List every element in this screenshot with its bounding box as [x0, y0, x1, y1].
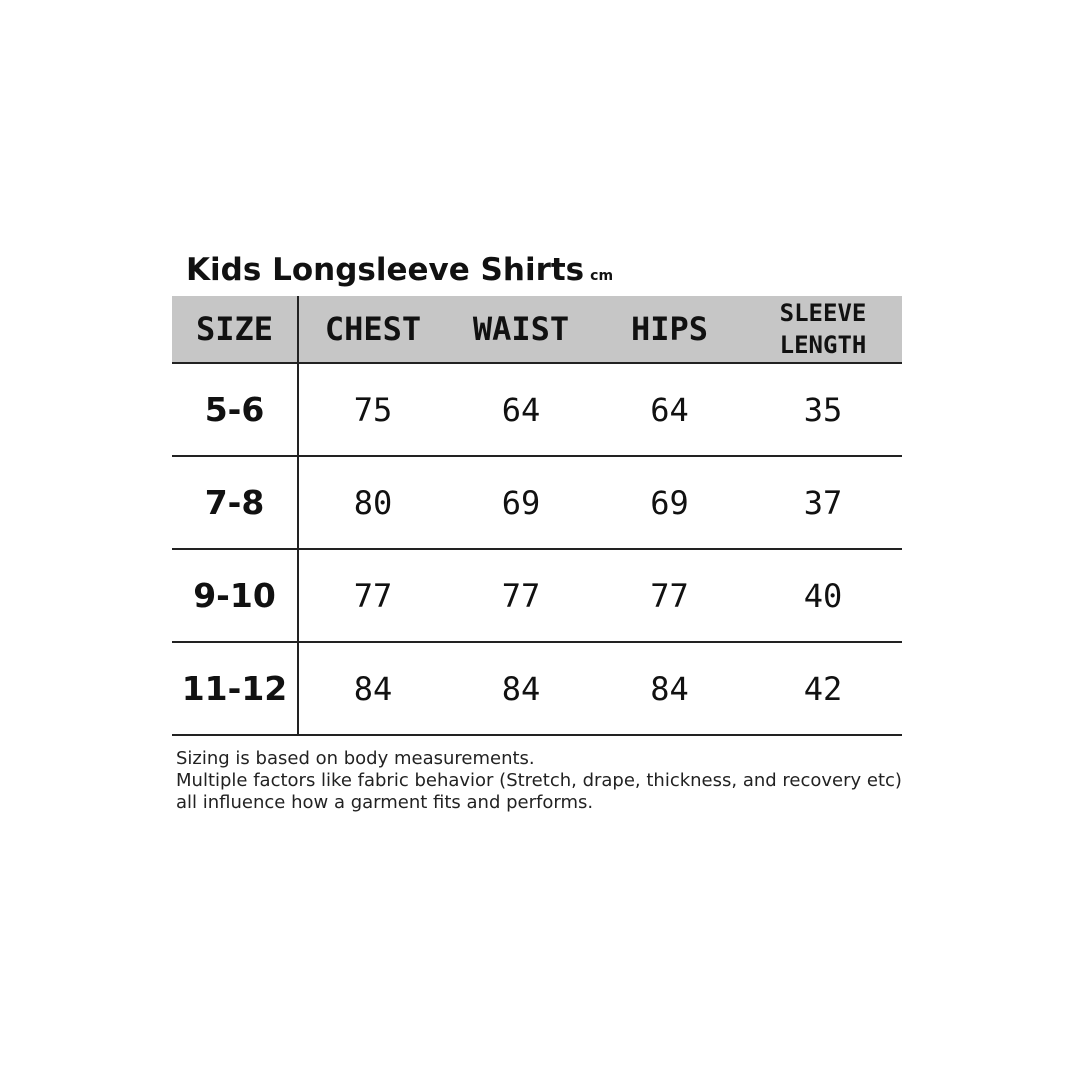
cell-hips: 64 [595, 363, 744, 456]
table-header [172, 296, 902, 363]
header-sleeve-length [744, 296, 902, 363]
cell-sleeve: 40 [744, 549, 902, 642]
table-row [172, 549, 902, 642]
header-size: SIZE [172, 296, 298, 363]
cell-sleeve: 35 [744, 363, 902, 456]
cell-waist: 69 [447, 456, 595, 549]
header-waist: WAIST [447, 296, 595, 363]
cell-sleeve: 42 [744, 642, 902, 735]
cell-chest: 84 [298, 642, 447, 735]
header-sleeve-line1: SLEEVE [779, 299, 867, 327]
note-line: Multiple factors like fabric behavior (Stretch, drape, thickness, and recovery etc) [176, 770, 902, 791]
note-line: all influence how a garment fits and performs. [176, 792, 594, 813]
sizing-notes [176, 748, 916, 814]
header-sleeve-line2: LENGTH [779, 331, 867, 359]
table-body [172, 363, 902, 735]
cell-size: 9-10 [172, 549, 298, 642]
unit-label: cm [590, 268, 614, 284]
cell-hips: 69 [595, 456, 744, 549]
cell-chest: 77 [298, 549, 447, 642]
chart-title [186, 252, 613, 288]
size-table [172, 296, 902, 736]
cell-chest: 75 [298, 363, 447, 456]
cell-size: 7-8 [172, 456, 298, 549]
note-line: Sizing is based on body measurements. [176, 748, 535, 769]
cell-waist: 77 [447, 549, 595, 642]
table-row [172, 456, 902, 549]
table-row [172, 363, 902, 456]
cell-waist: 64 [447, 363, 595, 456]
table-row [172, 642, 902, 735]
cell-hips: 77 [595, 549, 744, 642]
page-title: Kids Longsleeve Shirts [186, 252, 585, 288]
cell-sleeve: 37 [744, 456, 902, 549]
cell-size: 5-6 [172, 363, 298, 456]
cell-waist: 84 [447, 642, 595, 735]
header-row [172, 296, 902, 363]
header-hips: HIPS [595, 296, 744, 363]
cell-hips: 84 [595, 642, 744, 735]
cell-chest: 80 [298, 456, 447, 549]
cell-size: 11-12 [172, 642, 298, 735]
header-chest: CHEST [298, 296, 447, 363]
